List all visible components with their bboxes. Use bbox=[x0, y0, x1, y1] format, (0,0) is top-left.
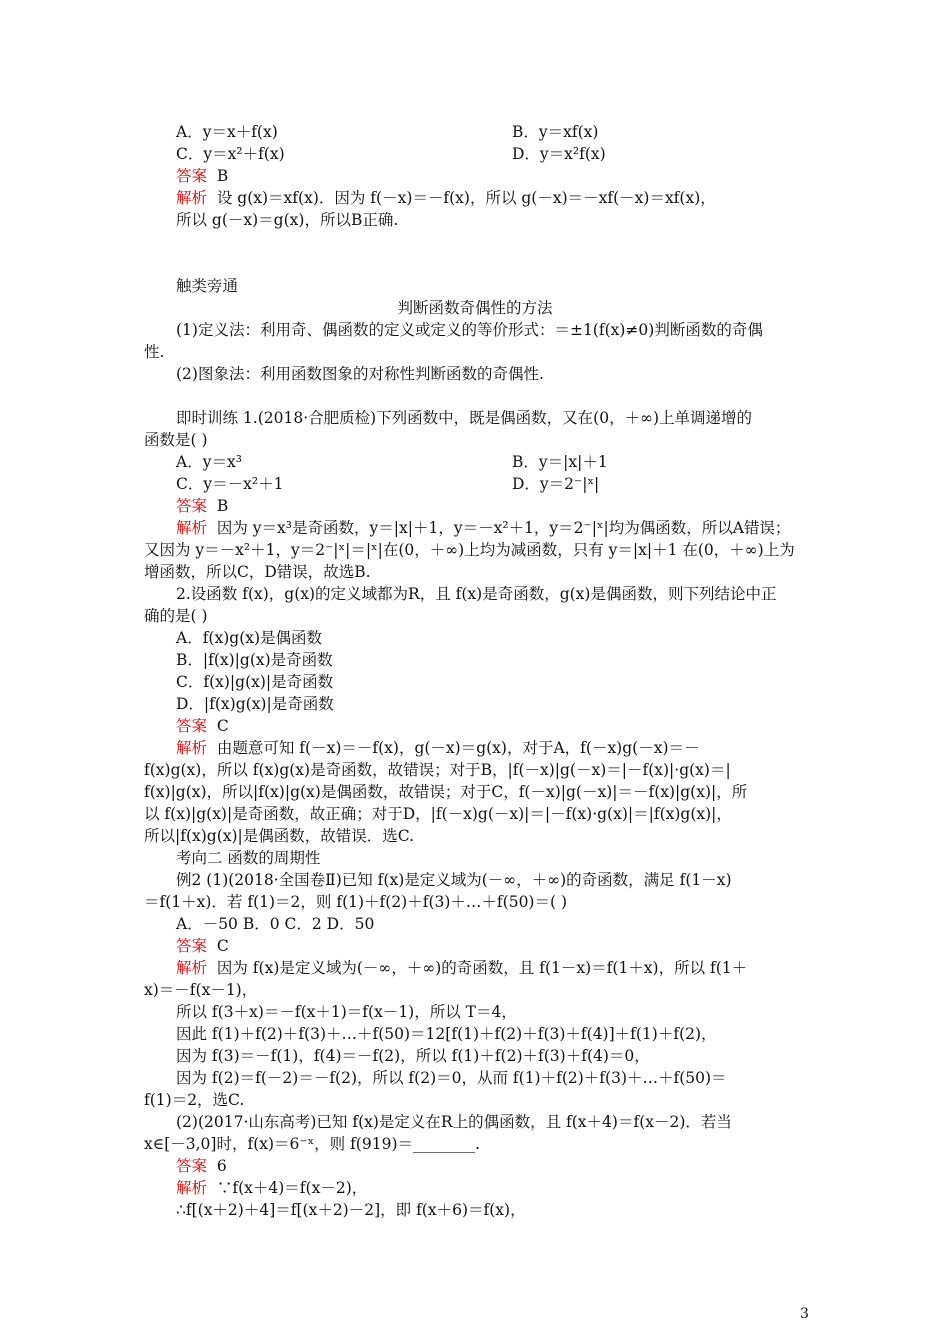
options-line: A．－50 B．0 C．2 D．50 bbox=[176, 915, 375, 933]
tip-title: 触类旁通 bbox=[176, 277, 239, 295]
analysis-text: 所以 g(－x)＝g(x)，所以B正确. bbox=[176, 211, 399, 229]
question-stem: 2.设函数 f(x)，g(x)的定义域都为R，且 f(x)是奇函数，g(x)是偶函数，则下列结论中正 bbox=[176, 585, 777, 603]
analysis-label: 解析 bbox=[176, 189, 208, 207]
analysis-text: f(1)＝2，选C. bbox=[144, 1091, 245, 1109]
answer-value: 6 bbox=[216, 1157, 227, 1175]
analysis-text: x)＝－f(x－1)， bbox=[144, 981, 258, 999]
analysis-line bbox=[176, 738, 700, 758]
option-b: B．y＝xf(x) bbox=[512, 123, 599, 141]
answer-line bbox=[176, 1156, 227, 1176]
answer-value: B bbox=[216, 167, 229, 185]
option-d: D．|f(x)g(x)|是奇函数 bbox=[176, 695, 334, 713]
tip-text: (2)图象法：利用函数图象的对称性判断函数的奇偶性. bbox=[176, 365, 544, 383]
analysis-label: 解析 bbox=[176, 739, 208, 757]
question-stem: 函数是( ) bbox=[144, 431, 208, 449]
analysis-text: 增函数，所以C，D错误，故选B. bbox=[144, 563, 371, 581]
answer-line bbox=[176, 496, 228, 516]
analysis-text: 以 f(x)|g(x)|是奇函数，故正确；对于D，|f(－x)g(－x)|＝|－f(x)·g(x)|＝|f(x)g(x)|， bbox=[144, 805, 732, 823]
answer-value: C bbox=[216, 717, 229, 735]
analysis-line bbox=[176, 1178, 367, 1198]
option-a: A．f(x)g(x)是偶函数 bbox=[176, 629, 323, 647]
answer-value: B bbox=[216, 497, 229, 515]
answer-line bbox=[176, 716, 229, 736]
page-number: 3 bbox=[800, 1306, 809, 1322]
analysis-text: 所以|f(x)g(x)|是偶函数，故错误．选C. bbox=[144, 827, 415, 845]
question-stem: (2)(2017·山东高考)已知 f(x)是定义在R上的偶函数，且 f(x＋4)＝f(x－2)．若当 bbox=[176, 1113, 732, 1131]
answer-label: 答案 bbox=[176, 717, 208, 735]
analysis-text: 因为 f(2)＝f(－2)＝－f(2)，所以 f(2)＝0，从而 f(1)＋f(2)＋f(3)＋…＋f(50)＝ bbox=[176, 1069, 727, 1087]
analysis-text: 因为 f(3)＝－f(1)，f(4)＝－f(2)，所以 f(1)＋f(2)＋f(3)＋f(4)＝0， bbox=[176, 1047, 650, 1065]
option-d: D．y＝x²f(x) bbox=[512, 145, 606, 163]
analysis-text: f(x)g(x)，所以 f(x)g(x)是奇函数，故错误；对于B，|f(－x)|g(－x)＝|－f(x)|·g(x)＝| bbox=[144, 761, 731, 779]
question-stem: 例2 (1)(2018·全国卷Ⅱ)已知 f(x)是定义域为(－∞，＋∞)的奇函数，满足 f(1－x) bbox=[176, 871, 732, 889]
tip-text: 性. bbox=[144, 343, 165, 361]
option-b: B．|f(x)|g(x)是奇函数 bbox=[176, 651, 333, 669]
question-stem: 确的是( ) bbox=[144, 607, 208, 625]
analysis-text: ∴f[(x＋2)＋4]＝f[(x＋2)－2]，即 f(x＋6)＝f(x)， bbox=[176, 1201, 526, 1219]
section-title: 考向二 函数的周期性 bbox=[176, 849, 321, 867]
option-c: C．y＝x²＋f(x) bbox=[176, 145, 285, 163]
answer-value: C bbox=[216, 937, 229, 955]
analysis-text: 设 g(x)＝xf(x)．因为 f(－x)＝－f(x)，所以 g(－x)＝－xf(－x)＝xf(x)， bbox=[216, 189, 716, 207]
question-stem: 即时训练 1.(2018·合肥质检)下列函数中，既是偶函数，又在(0，＋∞)上单调递增的 bbox=[176, 409, 753, 427]
question-stem: x∈[－3,0]时，f(x)＝6⁻ˣ，则 f(919)＝________. bbox=[144, 1135, 480, 1153]
answer-label: 答案 bbox=[176, 937, 208, 955]
answer-label: 答案 bbox=[176, 497, 208, 515]
analysis-line bbox=[176, 958, 747, 978]
analysis-text: 因为 y＝x³是奇函数，y＝|x|＋1，y＝－x²＋1，y＝2⁻|ˣ|均为偶函数，所以A错误； bbox=[216, 519, 791, 537]
analysis-label: 解析 bbox=[176, 959, 208, 977]
analysis-text: ∵f(x＋4)＝f(x－2)， bbox=[216, 1179, 368, 1197]
tip-heading: 判断函数奇偶性的方法 bbox=[397, 299, 553, 317]
analysis-text: 由题意可知 f(－x)＝－f(x)，g(－x)＝g(x)，对于A，f(－x)g(－x)＝－ bbox=[216, 739, 700, 757]
tip-text: (1)定义法：利用奇、偶函数的定义或定义的等价形式：＝±1(f(x)≠0)判断函数的奇偶 bbox=[176, 321, 763, 339]
analysis-text: 因为 f(x)是定义域为(－∞，＋∞)的奇函数，且 f(1－x)＝f(1＋x)，所以 f(1＋ bbox=[216, 959, 748, 977]
option-d: D．y＝2⁻|ˣ| bbox=[512, 475, 600, 493]
answer-line bbox=[176, 936, 229, 956]
analysis-line bbox=[176, 188, 716, 208]
analysis-text: f(x)|g(x)，所以|f(x)|g(x)是偶函数，故错误；对于C，f(－x)|g(－x)|＝－f(x)|g(x)|，所 bbox=[144, 783, 748, 801]
analysis-text: 所以 f(3＋x)＝－f(x＋1)＝f(x－1)，所以 T＝4， bbox=[176, 1003, 517, 1021]
option-c: C．f(x)|g(x)|是奇函数 bbox=[176, 673, 334, 691]
analysis-text: 因此 f(1)＋f(2)＋f(3)＋…＋f(50)＝12[f(1)＋f(2)＋f(3)＋f(4)]＋f(1)＋f(2)， bbox=[176, 1025, 717, 1043]
answer-line bbox=[176, 166, 228, 186]
analysis-label: 解析 bbox=[176, 1179, 208, 1197]
analysis-line bbox=[176, 518, 790, 538]
option-c: C．y＝－x²＋1 bbox=[176, 475, 284, 493]
question-stem: ＝f(1＋x)．若 f(1)＝2，则 f(1)＋f(2)＋f(3)＋…＋f(50)＝( ) bbox=[144, 893, 567, 911]
answer-label: 答案 bbox=[176, 167, 208, 185]
analysis-text: 又因为 y＝－x²＋1，y＝2⁻|ˣ|＝|ˣ|在(0，＋∞)上均为减函数，只有 y＝|x|＋1 在(0，＋∞)上为 bbox=[144, 541, 795, 559]
option-a: A．y＝x³ bbox=[176, 453, 242, 471]
analysis-label: 解析 bbox=[176, 519, 208, 537]
option-a: A．y＝x＋f(x) bbox=[176, 123, 278, 141]
answer-label: 答案 bbox=[176, 1157, 208, 1175]
option-b: B．y＝|x|＋1 bbox=[512, 453, 608, 471]
